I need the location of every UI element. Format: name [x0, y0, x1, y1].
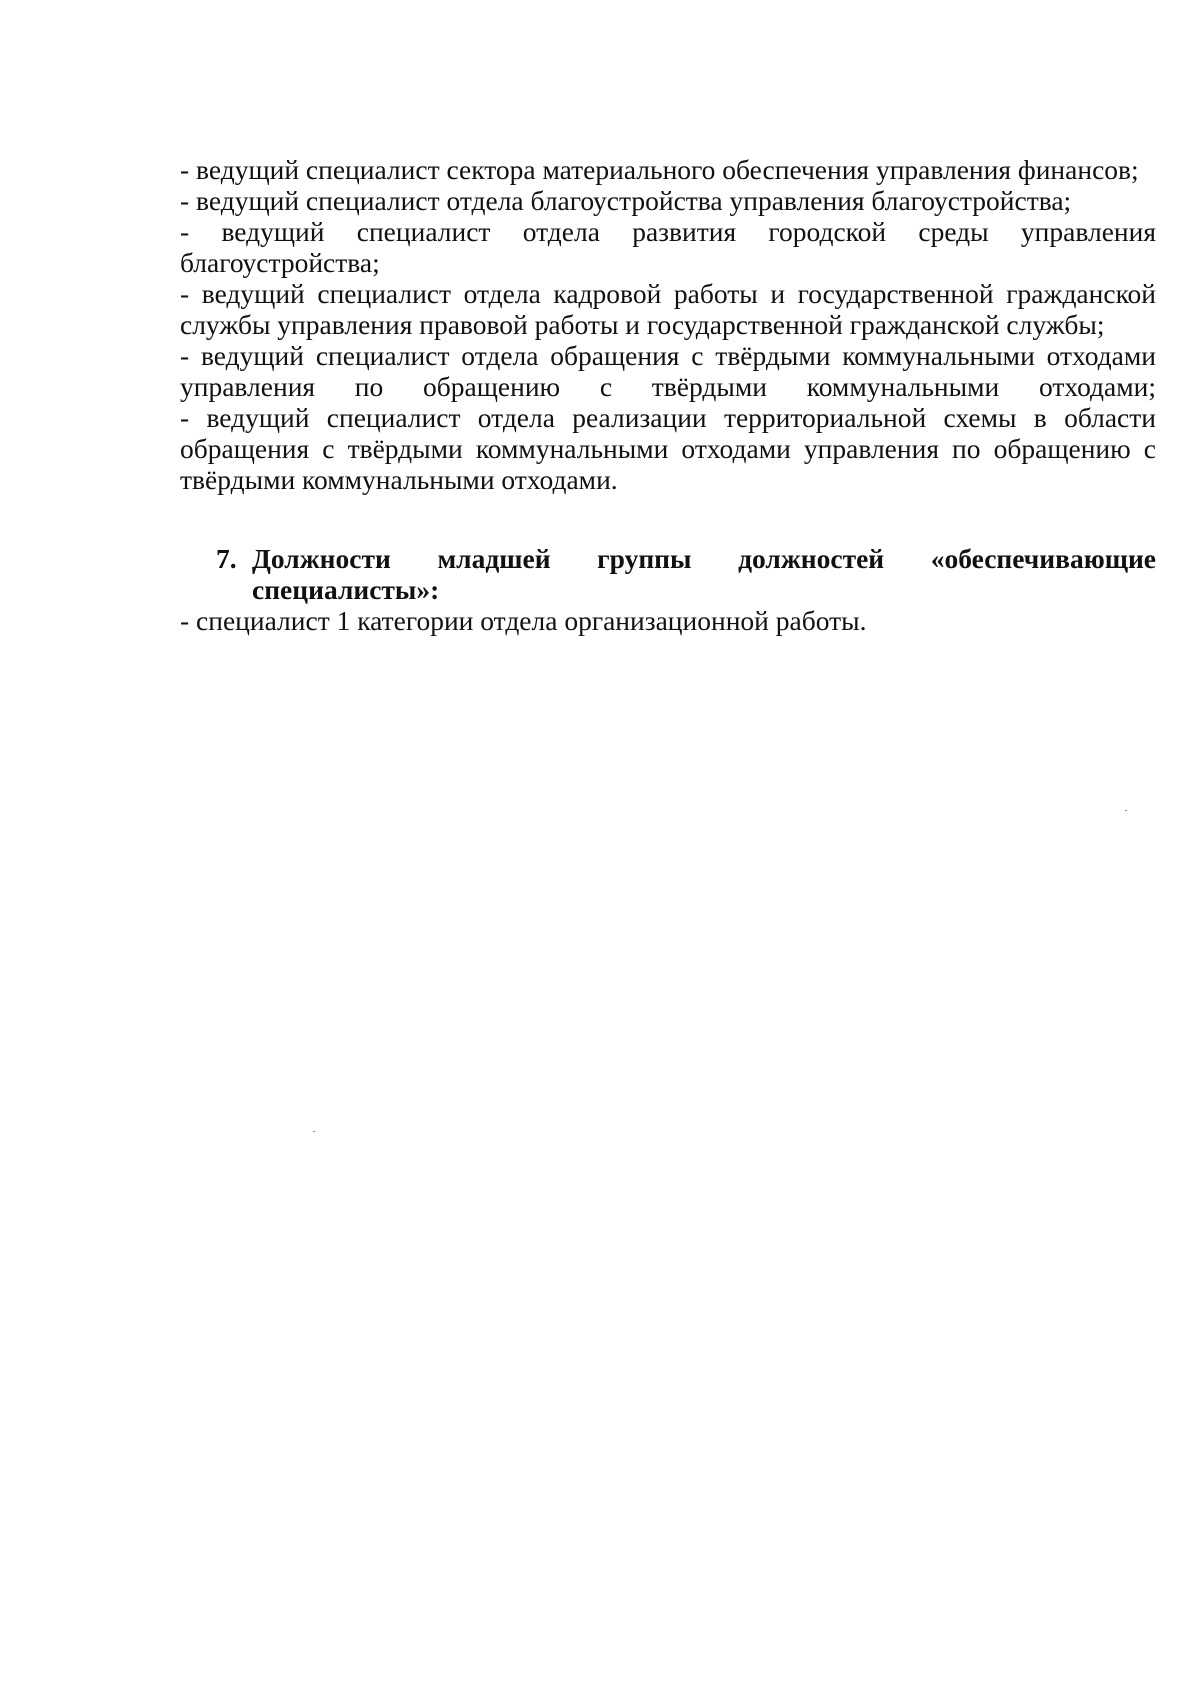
- list-item: - ведущий специалист отдела реализации территориальной схемы в области обращения с твёрдыми коммунальными отходами управления по обращению с твёрдыми коммунальными отходами.: [180, 402, 1156, 495]
- scan-speck: [313, 1131, 315, 1132]
- list-item: - ведущий специалист отдела развития городской среды управления благоустройства;: [180, 216, 1156, 278]
- list-item: - ведущий специалист отдела обращения с твёрдыми коммунальными отходами управления по обращению с твёрдыми коммунальными отходами;: [180, 340, 1156, 402]
- document-body: [180, 154, 1156, 636]
- scan-speck: [1125, 810, 1127, 811]
- list-item: - ведущий специалист сектора материального обеспечения управления финансов;: [180, 154, 1139, 185]
- list-item: - специалист 1 категории отдела организационной работы.: [180, 605, 867, 636]
- list-item: - ведущий специалист отдела благоустройства управления благоустройства;: [180, 185, 1072, 216]
- section-7: [180, 543, 1156, 636]
- section-number: 7.: [216, 543, 237, 574]
- section-heading: [180, 543, 1156, 605]
- section-title: Должности младшей группы должностей «обеспечивающие специалисты»:: [252, 543, 1156, 605]
- list-item: - ведущий специалист отдела кадровой работы и государственной гражданской службы управления правовой работы и государственной гражданской службы;: [180, 278, 1156, 340]
